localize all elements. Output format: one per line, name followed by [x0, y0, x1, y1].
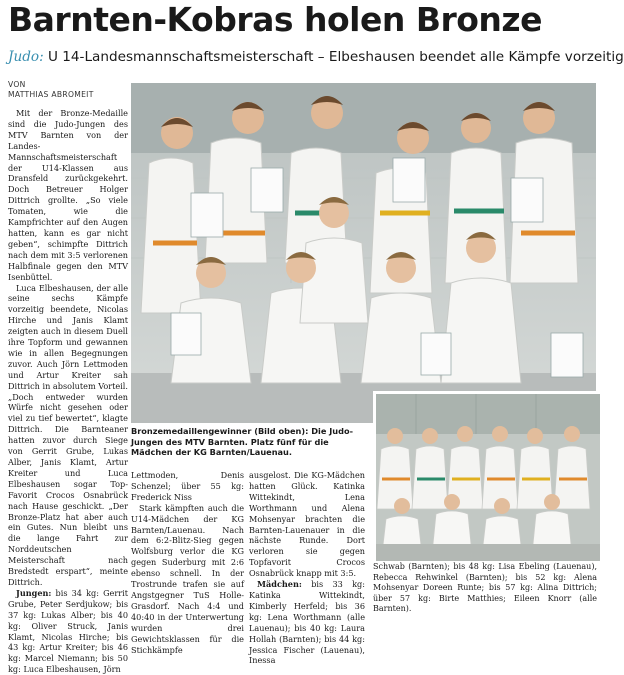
article-paragraph: Schwab (Barnten); bis 48 kg: Lisa Ebeling (Lauenau), Rebecca Rehwinkel (Barnten); bis 52 kg: Alena Mohsenyar Doreen Runte; bis 57 kg: Alina Dittrich; über 57 kg: Birte Matthies; Eileen Knorr (alle Barnten).	[373, 562, 597, 613]
article-paragraph: Mit der Bronze-Medaille sind die Judo-Jungen des MTV Barnten von der Landes-Mannschaftsmeisterschaft der U14-Klassen aus Dransfeld zurückgekehrt. Doch Betreuer Holger Dittrich grollte. „So viele Tomaten, wie die Kampfrichter auf den Augen hatten, kann es gar nicht geben“, schimpfte Dittrich nach dem mit 3:5 verlorenen Halbfinale gegen den MTV Isenbüttel.	[8, 108, 128, 282]
team-photo-boys	[131, 83, 596, 423]
results-label-girls: Mädchen:	[257, 579, 302, 590]
results-text-girls: bis 33 kg: Katinka Wittekindt, Kimberly Herfeld; bis 36 kg: Lena Worthmann (alle Lauenau); bis 40 kg: Laura Hollah (Barnten); bis 44 kg: Jessica Fischer (Lauenau), Inessa	[249, 579, 365, 666]
article-paragraph	[249, 579, 365, 666]
subline	[8, 48, 624, 66]
article-column-2	[131, 470, 244, 655]
photo-caption: Bronzemedaillengewinner (Bild oben): Die Judo-Jungen des MTV Barnten. Platz fünf für die Mädchen der KG Barnten/Lauenau.	[131, 426, 354, 458]
article-paragraph: ausgelost. Die KG-Mädchen hatten Glück. Katinka Wittekindt, Lena Worthmann und Alena Mohsenyar brachten die Barnten-Lauenauer in die nächste Runde. Dort verloren sie gegen Topfavorit Crocos Osnabrück knapp mit 3:5.	[249, 470, 365, 579]
article-paragraph: Stark kämpften auch die U14-Mädchen der KG Barnten/Lauenau. Nach dem 6:2-Blitz-Sieg gegen Wolfsburg verlor die KG gegen Suderburg mit 2:6 ebenso schnell. In der Trostrunde trafen sie auf Angstgegner TuS Holle-Grasdorf. Nach 4:4 und 40:40 in der Unterwertung wurden drei Gewichtsklassen für die Stichkämpfe	[131, 502, 244, 655]
byline	[8, 80, 133, 100]
article-column-4	[373, 562, 597, 613]
article-column-3	[249, 470, 365, 666]
byline-author: MATTHIAS ABROMEIT	[8, 90, 94, 99]
article-column-1	[8, 108, 128, 675]
results-text-boys: bis 34 kg: Gerrit Grube, Peter Serdjukow; bis 37 kg: Lukas Alber; bis 40 kg: Oliver Struck, Janis Klamt, Nicolas Hirche; bis 43 kg: Artur Kreiter; bis 46 kg: Marcel Niemann; bis 50 kg: Luca Elbeshausen, Jörn	[8, 587, 128, 675]
article-paragraph	[8, 588, 128, 675]
byline-von: VON	[8, 80, 26, 89]
results-label-boys: Jungen:	[16, 587, 52, 598]
team-photo-girls	[373, 391, 600, 561]
subline-text: U 14-Landesmannschaftsmeisterschaft – Elbeshausen beendet alle Kämpfe vorzeitig	[43, 49, 624, 65]
subline-kicker: Judo:	[8, 49, 44, 65]
headline: Barnten-Kobras holen Bronze	[8, 0, 543, 39]
article-paragraph: Lettmoden, Denis Schenzel; über 55 kg: Frederick Niss	[131, 470, 244, 502]
article-paragraph: Luca Elbeshausen, der alle seine sechs Kämpfe vorzeitig beendete, Nicolas Hirche und Janis Klamt zeigten auch in diesem Duell ihre Topform und gewannen wie in allen Begegnungen zuvor. Auch Jörn Lettmoden und Artur Kreiter sah Dittrich in absolutem Vorteil. „Doch entweder wurden Würfe nicht gesehen oder viel zu tief bewertet“, klagte Dittrich. Die Barnteaner hatten zuvor durch Siege von Gerrit Grube, Lukas Alber, Janis Klamt, Artur Kreiter und Luca Elbeshausen sogar Top-Favorit Crocos Osnabrück nach Hause geschickt. „Der Bronze-Platz hat aber auch ein Gutes. Nun bleibt uns die lange Fahrt zur Norddeutschen Meisterschaft nach Bredstedt erspart“, meinte Dittrich.	[8, 282, 128, 587]
